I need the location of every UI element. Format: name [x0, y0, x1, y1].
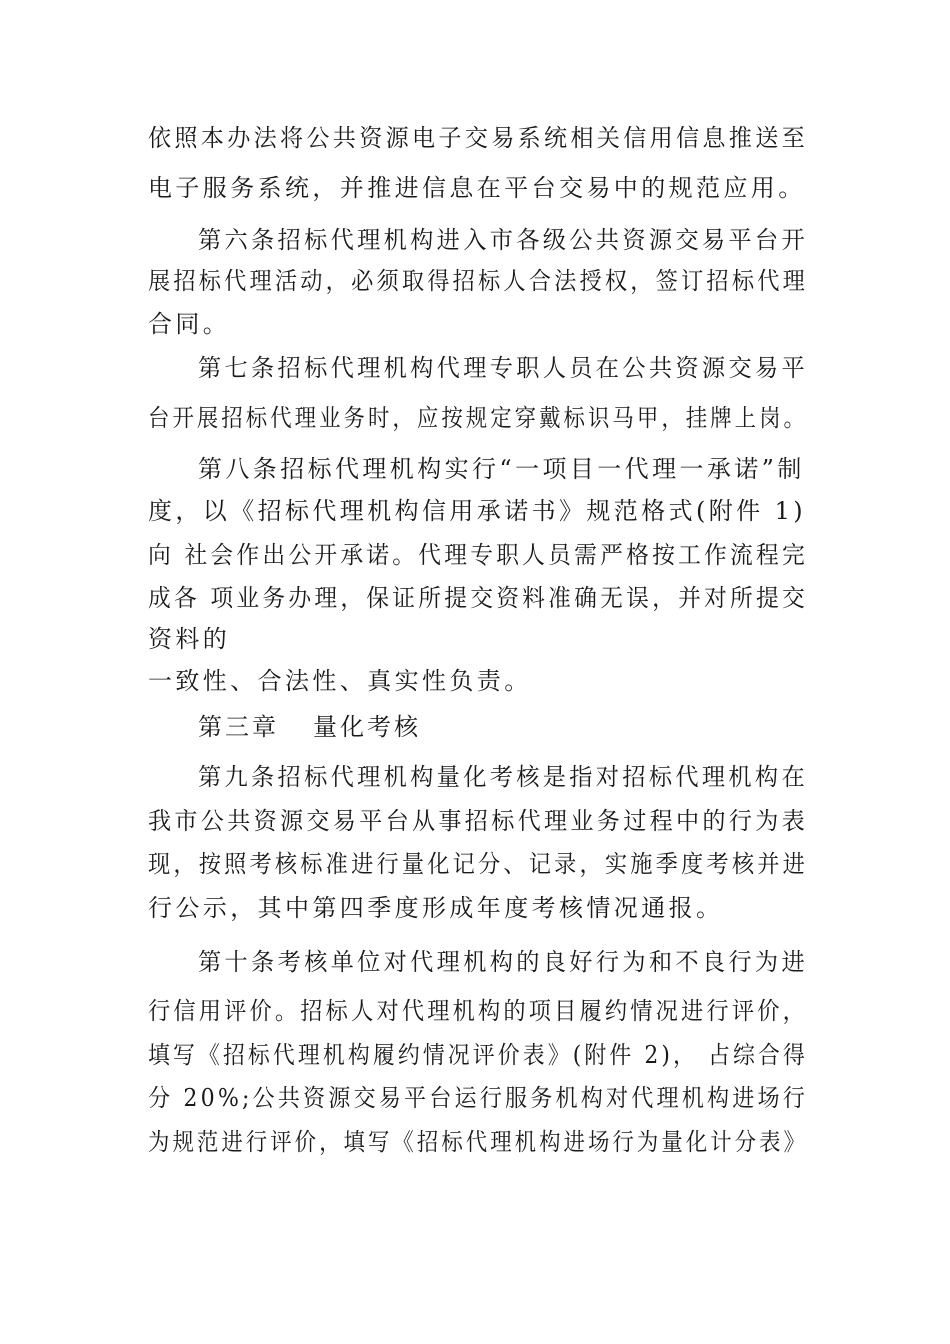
chapter-heading [198, 712, 421, 742]
text-line: 分 20%;公共资源交易平台运行服务机构对代理机构进场行 [148, 1084, 808, 1112]
text-line: 一致性、合法性、真实性负责。 [148, 667, 532, 695]
text-line: 资料的 [148, 625, 231, 653]
text-line: 为规范进行评价，填写《招标代理机构进场行为量化计分表》 [148, 1128, 808, 1156]
text-line: 度，以《招标代理机构信用承诺书》规范格式(附件 1) [148, 497, 807, 525]
text-line: 填写《招标代理机构履约情况评价表》(附件 2)， 占综合得 [148, 1041, 809, 1069]
text-line: 合同。 [148, 310, 231, 338]
text-line: 电子服务系统，并推进信息在平台交易中的规范应用。 [148, 174, 806, 202]
text-line: 现，按照考核标准进行量化记分、记录，实施季度考核并进 [148, 850, 808, 878]
text-line: 台开展招标代理业务时，应按规定穿戴标识马甲，挂牌上岗。 [148, 404, 808, 432]
text-line: 依照本办法将公共资源电子交易系统相关信用信息推送至 [148, 124, 808, 152]
text-line: 我市公共资源交易平台从事招标代理业务过程中的行为表 [148, 807, 808, 835]
article-6-line: 第六条招标代理机构进入市各级公共资源交易平台开 [198, 226, 808, 254]
chapter-number: 第三章 [198, 713, 279, 741]
article-8-line: 第八条招标代理机构实行“一项目一代理一承诺”制 [198, 455, 805, 483]
text-line: 行公示，其中第四季度形成年度考核情况通报。 [148, 894, 724, 922]
chapter-title: 量化考核 [313, 713, 421, 741]
text-line: 成各 项业务办理，保证所提交资料准确无误，并对所提交 [148, 584, 808, 612]
text-line: 向 社会作出公开承诺。代理专职人员需严格按工作流程完 [148, 541, 808, 569]
text-line: 展招标代理活动，必须取得招标人合法授权，签订招标代理 [148, 267, 808, 295]
article-9-line: 第九条招标代理机构量化考核是指对招标代理机构在 [198, 763, 808, 791]
article-7-line: 第七条招标代理机构代理专职人员在公共资源交易平 [198, 354, 808, 382]
text-line: 行信用评价。招标人对代理机构的项目履约情况进行评价， [148, 997, 808, 1025]
article-10-line: 第十条考核单位对代理机构的良好行为和不良行为进 [198, 948, 808, 976]
